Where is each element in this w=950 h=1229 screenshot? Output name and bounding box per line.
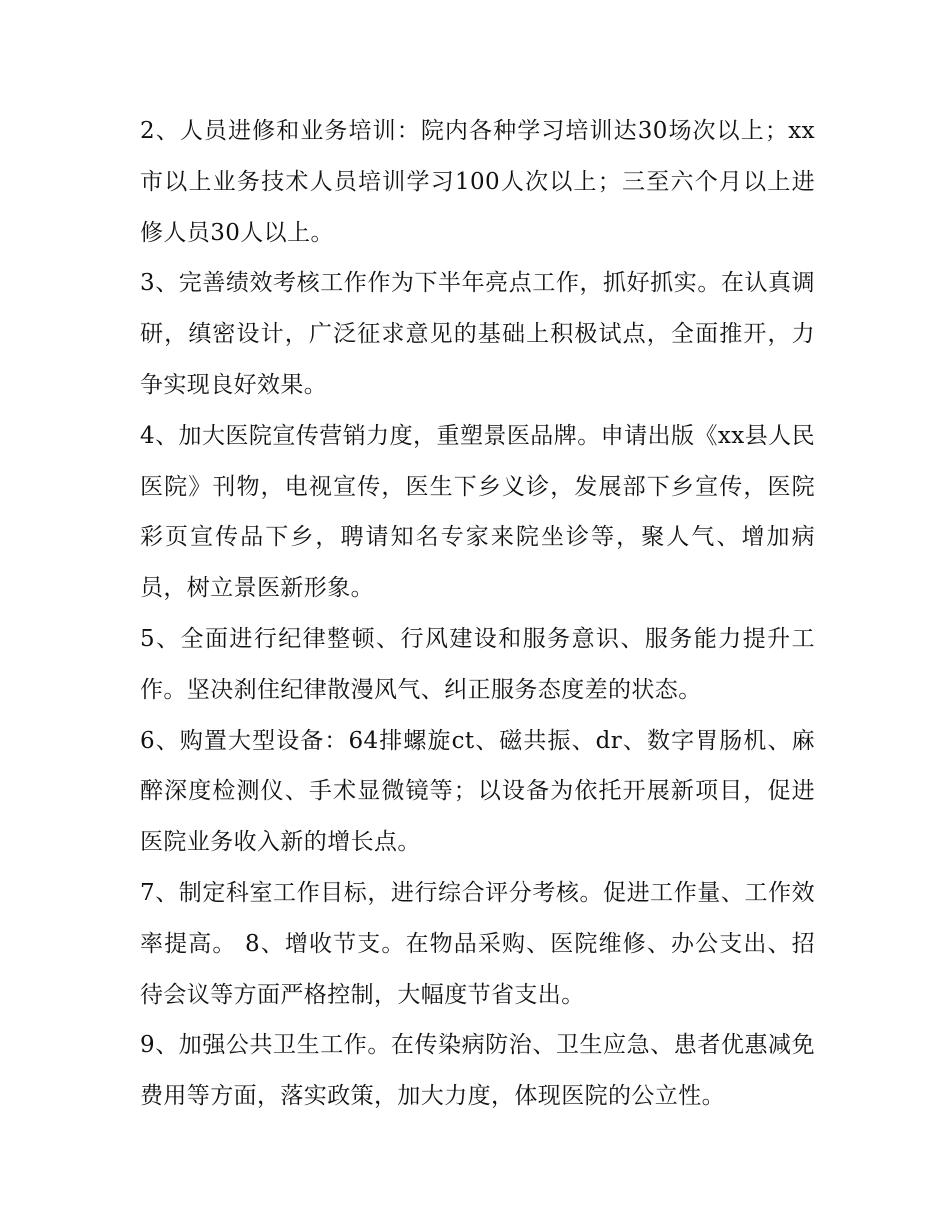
paragraph-item-7-8: 7、制定科室工作目标，进行综合评分考核。促进工作量、工作效率提高。 8、增收节支。在物品采购、医院维修、办公支出、招待会议等方面严格控制，大幅度节省支出。 [140, 879, 815, 1008]
paragraph-item-3: 3、完善绩效考核工作作为下半年亮点工作，抓好抓实。在认真调研，缜密设计，广泛征求意见的基础上积极试点，全面推开，力争实现良好效果。 [140, 270, 815, 398]
paragraph-item-9: 9、加强公共卫生工作。在传染病防治、卫生应急、患者优惠减免费用等方面，落实政策，加大力度，体现医院的公立性。 [140, 1032, 815, 1110]
paragraph-item-2: 2、人员进修和业务培训：院内各种学习培训达30场次以上；xx市以上业务技术人员培训学习100人次以上；三至六个月以上进修人员30人以上。 [140, 118, 815, 246]
paragraph-item-6: 6、购置大型设备：64排螺旋ct、磁共振、dr、数字胃肠机、麻醉深度检测仪、手术显微镜等；以设备为依托开展新项目，促进医院业务收入新的增长点。 [140, 727, 815, 856]
paragraph-item-5: 5、全面进行纪律整顿、行风建设和服务意识、服务能力提升工作。坚决刹住纪律散漫风气、纠正服务态度差的状态。 [140, 625, 815, 703]
document-body [140, 106, 815, 1122]
paragraph-item-4: 4、加大医院宣传营销力度，重塑景医品牌。申请出版《xx县人民医院》刊物，电视宣传，医生下乡义诊，发展部下乡宣传，医院彩页宣传品下乡，聘请知名专家来院坐诊等，聚人气、增加病员，树立景医新形象。 [140, 422, 815, 602]
